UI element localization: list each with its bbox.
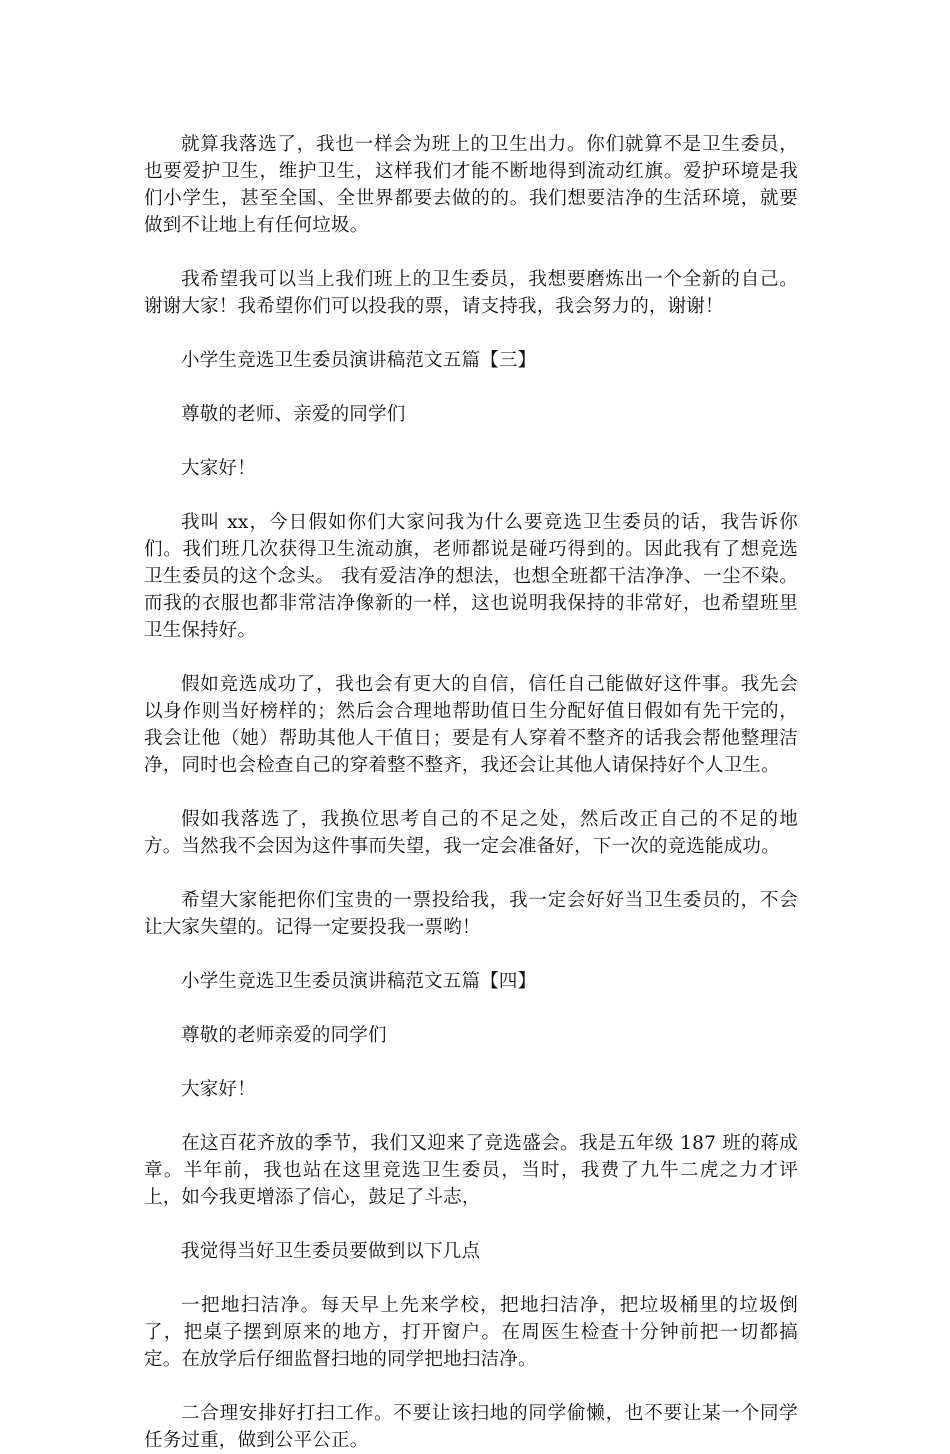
paragraph-8: 我觉得当好卫生委员要做到以下几点 xyxy=(181,1241,481,1262)
paragraph-3: 我叫 xx，今日假如你们大家问我为什么要竞选卫生委员的话，我告诉你们。我们班几次获得卫生流动旗，老师都说是碰巧得到的。因此我有了想竞选卫生委员的这个念头。 我有爱洁净的想法，也想全班都干洁净净、一尘不染。而我的衣服也都非常洁净像新的一样，这也说明我保持的非常好，也希望班里卫生保持好。 xyxy=(144,512,798,641)
document-page xyxy=(144,131,798,1454)
paragraph-4: 假如竞选成功了，我也会有更大的自信，信任自己能做好这件事。我先会以身作则当好榜样的；然后会合理地帮助值日生分配好值日假如有先干完的，我会让他（她）帮助其他人干值日；要是有人穿着不整齐的话我会帮他整理洁净，同时也会检查自己的穿着整不整齐，我还会让其他人请保持好个人卫生。 xyxy=(144,674,798,776)
greeting-3: 大家好！ xyxy=(181,458,256,479)
paragraph-10: 二合理安排好打扫工作。不要让该扫地的同学偷懒，也不要让某一个同学任务过重，做到公平公正。 xyxy=(144,1403,798,1451)
paragraph-6: 希望大家能把你们宝贵的一票投给我，我一定会好好当卫生委员的，不会让大家失望的。记得一定要投我一票哟！ xyxy=(144,890,798,938)
salutation-3: 尊敬的老师、亲爱的同学们 xyxy=(181,404,406,425)
salutation-4: 尊敬的老师亲爱的同学们 xyxy=(181,1025,387,1046)
section-heading-4: 小学生竞选卫生委员演讲稿范文五篇【四】 xyxy=(181,971,537,992)
section-heading-3: 小学生竞选卫生委员演讲稿范文五篇【三】 xyxy=(181,350,537,371)
paragraph-1: 就算我落选了，我也一样会为班上的卫生出力。你们就算不是卫生委员，也要爱护卫生，维护卫生，这样我们才能不断地得到流动红旗。爱护环境是我们小学生，甚至全国、全世界都要去做的的。我们想要洁净的生活环境，就要做到不让地上有任何垃圾。 xyxy=(144,134,798,236)
paragraph-2: 我希望我可以当上我们班上的卫生委员，我想要磨炼出一个全新的自己。谢谢大家！我希望你们可以投我的票，请支持我，我会努力的，谢谢！ xyxy=(144,269,798,317)
paragraph-9: 一把地扫洁净。每天早上先来学校，把地扫洁净，把垃圾桶里的垃圾倒了，把桌子摆到原来的地方，打开窗户。在周医生检查十分钟前把一切都搞定。在放学后仔细监督扫地的同学把地扫洁净。 xyxy=(144,1295,798,1370)
greeting-4: 大家好！ xyxy=(181,1079,256,1100)
paragraph-5: 假如我落选了，我换位思考自己的不足之处，然后改正自己的不足的地方。当然我不会因为这件事而失望，我一定会准备好，下一次的竞选能成功。 xyxy=(144,809,798,857)
paragraph-7: 在这百花齐放的季节，我们又迎来了竞选盛会。我是五年级 187 班的蒋成章。半年前，我也站在这里竞选卫生委员，当时，我费了九牛二虎之力才评上，如今我更增添了信心，鼓足了斗志， xyxy=(144,1133,798,1208)
